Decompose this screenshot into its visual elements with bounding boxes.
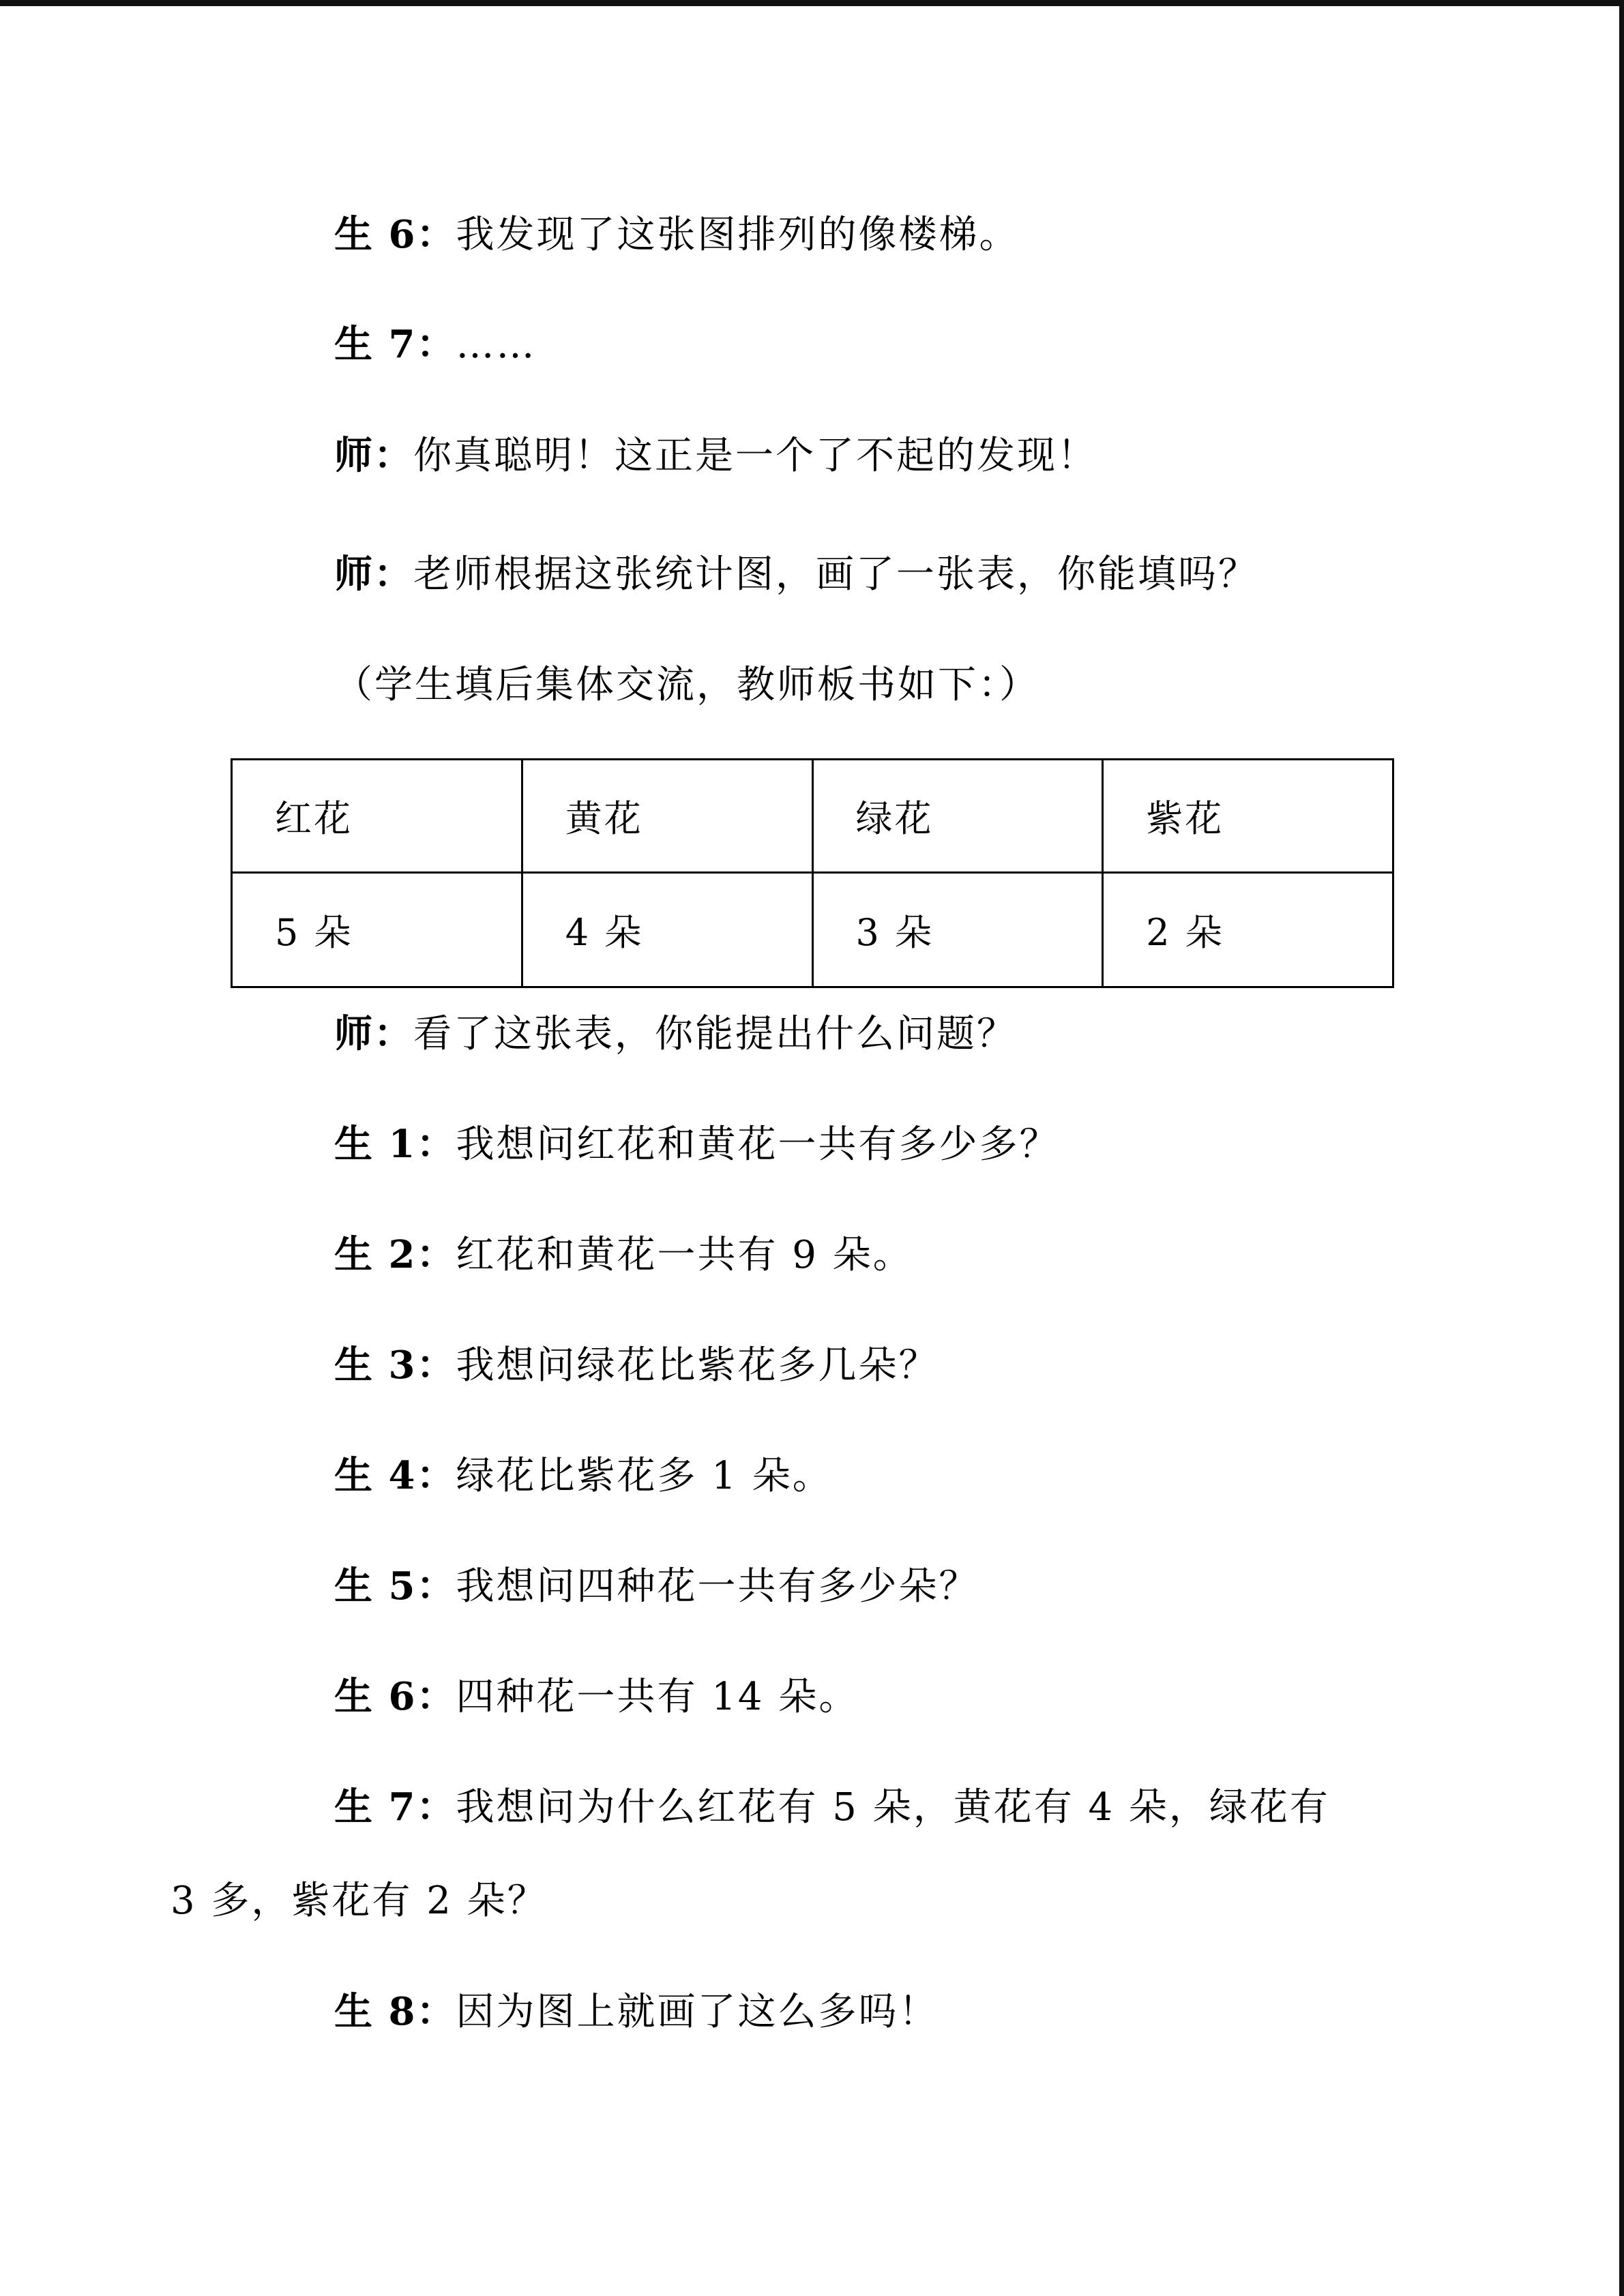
scan-edge-top: [0, 0, 1624, 6]
transcript-line-1: [334, 212, 1020, 257]
transcript-line-12: [334, 1674, 859, 1719]
utterance-text-15: 因为图上就画了这么多吗！: [456, 1990, 939, 2034]
transcript-line-6: [334, 1011, 1017, 1056]
utterance-text-3: 你真聪明！这正是一个了不起的发现！: [413, 434, 1097, 478]
speaker-label-3: 师：: [334, 433, 413, 478]
table-header-cell-purple: 紫花: [1103, 760, 1393, 873]
transcript-line-2: [334, 322, 537, 367]
table-header-row: [232, 760, 1393, 873]
scan-edge-right: [1619, 0, 1624, 2296]
utterance-text-12: 四种花一共有 14 朵。: [456, 1675, 859, 1719]
flower-count-table: [231, 758, 1394, 988]
table-header-cell-red: 红花: [232, 760, 522, 873]
stage-direction-line: [334, 663, 1039, 707]
utterance-text-10: 绿花比紫花多 1 朵。: [456, 1454, 833, 1498]
table-value-cell-yellow: 4 朵: [522, 873, 812, 987]
transcript-line-11: [334, 1564, 979, 1609]
transcript-line-9: [334, 1343, 939, 1388]
speaker-label-13: 生 7：: [334, 1785, 456, 1830]
table-header-cell-green: 绿花: [812, 760, 1103, 873]
utterance-text-7: 我想问红花和黄花一共有多少多？: [456, 1122, 1060, 1167]
utterance-text-6: 看了这张表，你能提出什么问题？: [413, 1012, 1017, 1056]
utterance-text-4: 老师根据这张统计图，画了一张表，你能填吗？: [413, 552, 1258, 597]
transcript-line-8: [334, 1232, 913, 1277]
transcript-line-10: [334, 1453, 833, 1498]
speaker-label-2: 生 7：: [334, 322, 456, 367]
speaker-label-15: 生 8：: [334, 1989, 456, 2034]
speaker-label-7: 生 1：: [334, 1122, 456, 1167]
table-value-cell-purple: 2 朵: [1103, 873, 1393, 987]
transcript-line-13: [334, 1785, 1330, 1830]
speaker-label-9: 生 3：: [334, 1343, 456, 1388]
utterance-text-8: 红花和黄花一共有 9 朵。: [456, 1233, 913, 1277]
transcript-line-15: [334, 1989, 939, 2034]
speaker-label-11: 生 5：: [334, 1564, 456, 1609]
speaker-label-12: 生 6：: [334, 1674, 456, 1719]
speaker-label-8: 生 2：: [334, 1232, 456, 1277]
transcript-line-13-continued: [171, 1879, 548, 1923]
speaker-label-1: 生 6：: [334, 212, 456, 257]
table-value-row: [232, 873, 1393, 987]
utterance-text-9: 我想问绿花比紫花多几朵？: [456, 1343, 939, 1388]
utterance-text-13: 我想问为什么红花有 5 朵，黄花有 4 朵，绿花有: [456, 1785, 1330, 1830]
utterance-text-13-continued: 3 多，紫花有 2 朵？: [171, 1879, 548, 1923]
utterance-text-2: ……: [456, 323, 537, 367]
utterance-text-1: 我发现了这张图排列的像楼梯。: [456, 213, 1020, 257]
utterance-text-11: 我想问四种花一共有多少朵？: [456, 1564, 979, 1609]
table-value-cell-red: 5 朵: [232, 873, 522, 987]
speaker-label-6: 师：: [334, 1011, 413, 1056]
stage-direction-text: （学生填后集体交流，教师板书如下：）: [334, 663, 1039, 707]
table-value-cell-green: 3 朵: [812, 873, 1103, 987]
transcript-line-4: [334, 552, 1258, 597]
transcript-line-3: [334, 433, 1097, 478]
table-header-cell-yellow: 黄花: [522, 760, 812, 873]
speaker-label-10: 生 4：: [334, 1453, 456, 1498]
transcript-line-7: [334, 1122, 1060, 1167]
speaker-label-4: 师：: [334, 552, 413, 597]
